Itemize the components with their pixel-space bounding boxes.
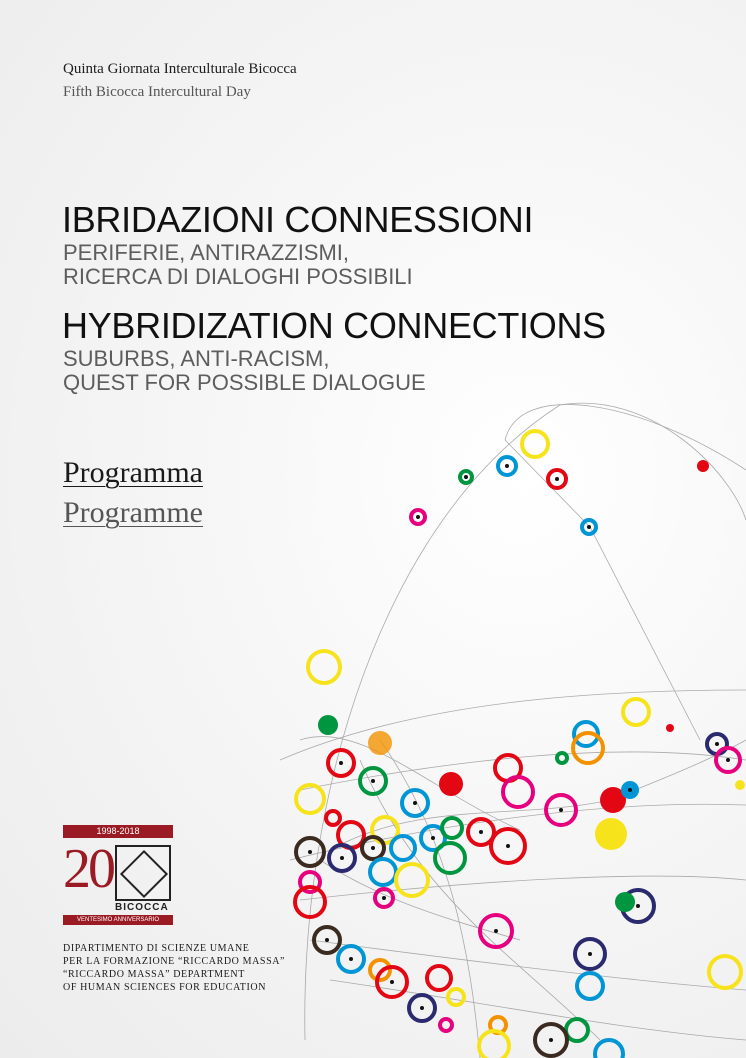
- dot-red: [439, 772, 463, 796]
- circle-blue: [370, 859, 396, 885]
- circle-magenta: [440, 1019, 452, 1031]
- circle-blue: [595, 1040, 623, 1058]
- dot-yellow: [735, 780, 745, 790]
- circle-green: [566, 1019, 588, 1041]
- department-line-2: PER LA FORMAZIONE “RICCARDO MASSA”: [63, 956, 286, 967]
- logo-anniversary: VENTESIMO ANNIVERSARIO: [63, 915, 173, 925]
- circle-green: [557, 753, 567, 763]
- programme-link-english[interactable]: Programme: [63, 496, 203, 529]
- logo-name: BICOCCA: [115, 902, 169, 913]
- department-line-4: OF HUMAN SCIENCES FOR EDUCATION: [63, 982, 267, 993]
- title-english-sub-2: QUEST FOR POSSIBLE DIALOGUE: [63, 370, 426, 395]
- circle-red: [427, 966, 451, 990]
- title-italian-sub-2: RICERCA DI DIALOGHI POSSIBILI: [63, 264, 413, 289]
- circle-blue: [577, 973, 603, 999]
- dot-red: [697, 460, 709, 472]
- circle-yellow: [308, 651, 340, 683]
- logo-years: 1998-2018: [63, 825, 173, 838]
- logo-number: 20: [63, 838, 113, 900]
- circle-yellow: [522, 431, 548, 457]
- circle-magenta: [503, 777, 533, 807]
- circle-green: [435, 843, 465, 873]
- circle-orange: [573, 733, 603, 763]
- circle-yellow: [709, 956, 741, 988]
- circle-yellow: [448, 989, 464, 1005]
- subtitle-italian: Quinta Giornata Interculturale Bicocca: [63, 61, 297, 77]
- circle-yellow: [396, 864, 428, 896]
- dot-green: [615, 892, 635, 912]
- dot-yellow: [595, 818, 627, 850]
- programme-link-italian[interactable]: Programma: [63, 456, 203, 489]
- title-italian-sub-1: PERIFERIE, ANTIRAZZISMI,: [63, 240, 350, 265]
- dot-orange: [368, 731, 392, 755]
- circle-red: [326, 811, 340, 825]
- dot-green: [318, 715, 338, 735]
- university-logo: [63, 825, 173, 925]
- bicocca-emblem-icon: [115, 845, 171, 901]
- circle-yellow: [623, 699, 649, 725]
- title-italian: IBRIDAZIONI CONNESSIONI: [62, 199, 534, 240]
- circle-yellow: [296, 785, 324, 813]
- department-line-1: DIPARTIMENTO DI SCIENZE UMANE: [63, 943, 250, 954]
- title-english-sub-1: SUBURBS, ANTI-RACISM,: [63, 346, 330, 371]
- subtitle-english: Fifth Bicocca Intercultural Day: [63, 84, 251, 100]
- department-line-3: “RICCARDO MASSA” DEPARTMENT: [63, 969, 245, 980]
- title-english: HYBRIDIZATION CONNECTIONS: [62, 305, 606, 346]
- dot-red: [666, 724, 674, 732]
- circle-yellow: [479, 1031, 509, 1058]
